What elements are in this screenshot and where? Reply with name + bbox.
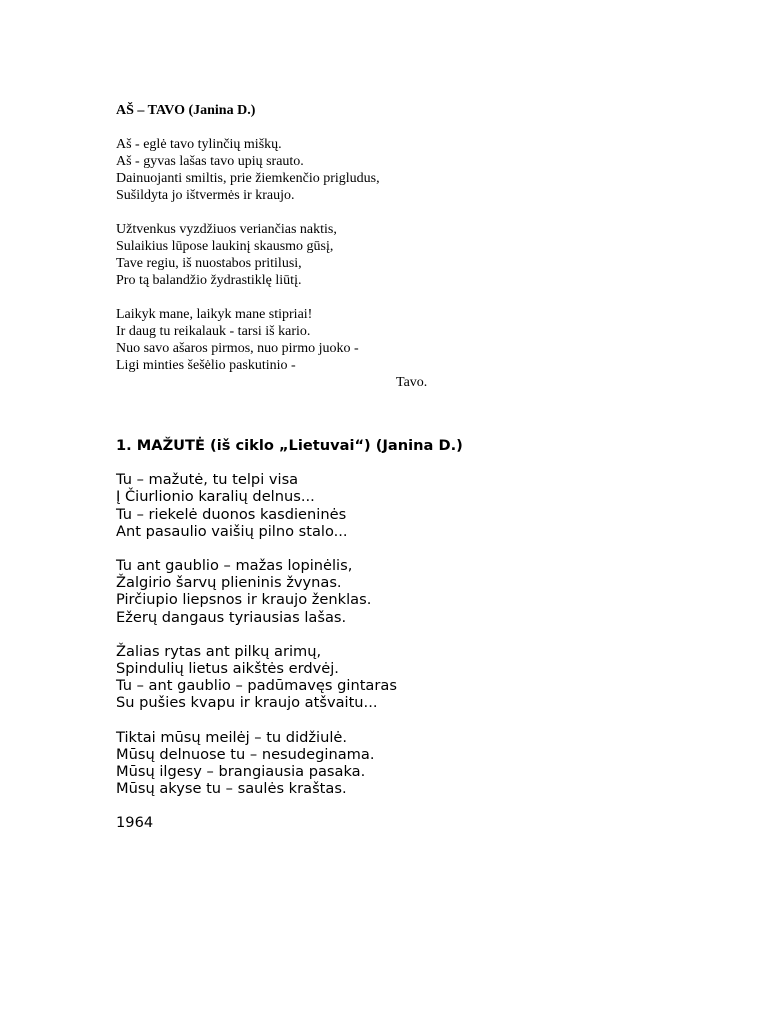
poem-as-tavo <box>116 102 676 391</box>
poem-line: Sulaikius lūpose laukinį skausmo gūsį, <box>116 239 334 254</box>
poem-line: Žalias rytas ant pilkų arimų, <box>116 642 322 660</box>
poem-line: Aš - gyvas lašas tavo upių srauto. <box>116 154 304 169</box>
poem-stanza <box>116 471 716 540</box>
poem-line: Ir daug tu reikalauk - tarsi iš kario. <box>116 324 311 339</box>
poem-line: Tiktai mūsų meilėj – tu didžiulė. <box>116 728 348 746</box>
poem-line: Tave regiu, iš nuostabos pritilusi, <box>116 256 302 271</box>
poem-line: Ežerų dangaus tyriausias lašas. <box>116 608 347 626</box>
poem-line: Tu – riekelė duonos kasdieninės <box>116 505 347 523</box>
poem-line: Pro tą balandžio žydrastiklę liūtį. <box>116 273 302 288</box>
poem-line: Laikyk mane, laikyk mane stipriai! <box>116 307 313 322</box>
poem-stanza <box>116 729 716 798</box>
poem-line: Ligi minties šešėlio paskutinio - <box>116 358 296 373</box>
poem-line: Užtvenkus vyzdžiuos veriančias naktis, <box>116 222 337 237</box>
poem-line: Nuo savo ašaros pirmos, nuo pirmo juoko - <box>116 341 359 356</box>
poem-line: Su pušies kvapu ir kraujo atšvaitu... <box>116 694 378 712</box>
poem-mazute <box>116 437 716 832</box>
poem-line: Mūsų ilgesy – brangiausia pasaka. <box>116 763 366 781</box>
poem-stanza <box>116 306 676 374</box>
poem-title: 1. MAŽUTĖ (iš ciklo „Lietuvai“) (Janina D.) <box>116 437 463 454</box>
poem-line: Tu – mažutė, tu telpi visa <box>116 471 299 489</box>
poem-title: AŠ – TAVO (Janina D.) <box>116 103 256 118</box>
poem-line: Sušildyta jo ištvermės ir kraujo. <box>116 188 295 203</box>
poem-stanza <box>116 643 716 712</box>
poem-line: Dainuojanti smiltis, prie žiemkenčio prigludus, <box>116 171 380 186</box>
poem-line: Tu – ant gaublio – padūmavęs gintaras <box>116 677 397 695</box>
poem-line: Mūsų delnuose tu – nesudeginama. <box>116 745 375 763</box>
poem-line: Tu ant gaublio – mažas lopinėlis, <box>116 557 353 575</box>
poem-stanza <box>116 221 676 289</box>
poem-year: 1964 <box>116 814 154 832</box>
poem-line: Spindulių lietus aikštės erdvėj. <box>116 660 339 678</box>
poem-line: Pirčiupio liepsnos ir kraujo ženklas. <box>116 591 372 609</box>
poem-line: Mūsų akyse tu – saulės kraštas. <box>116 780 347 798</box>
poem-line: Ant pasaulio vaišių pilno stalo... <box>116 522 348 540</box>
poem-line: Aš - eglė tavo tylinčių miškų. <box>116 137 282 152</box>
poem-line: Į Čiurlionio karalių delnus... <box>116 488 315 506</box>
poem-stanza <box>116 557 716 626</box>
poem-stanza <box>116 136 676 204</box>
poem-signature: Tavo. <box>396 375 428 390</box>
poem-line: Žalgirio šarvų plieninis žvynas. <box>116 574 342 592</box>
